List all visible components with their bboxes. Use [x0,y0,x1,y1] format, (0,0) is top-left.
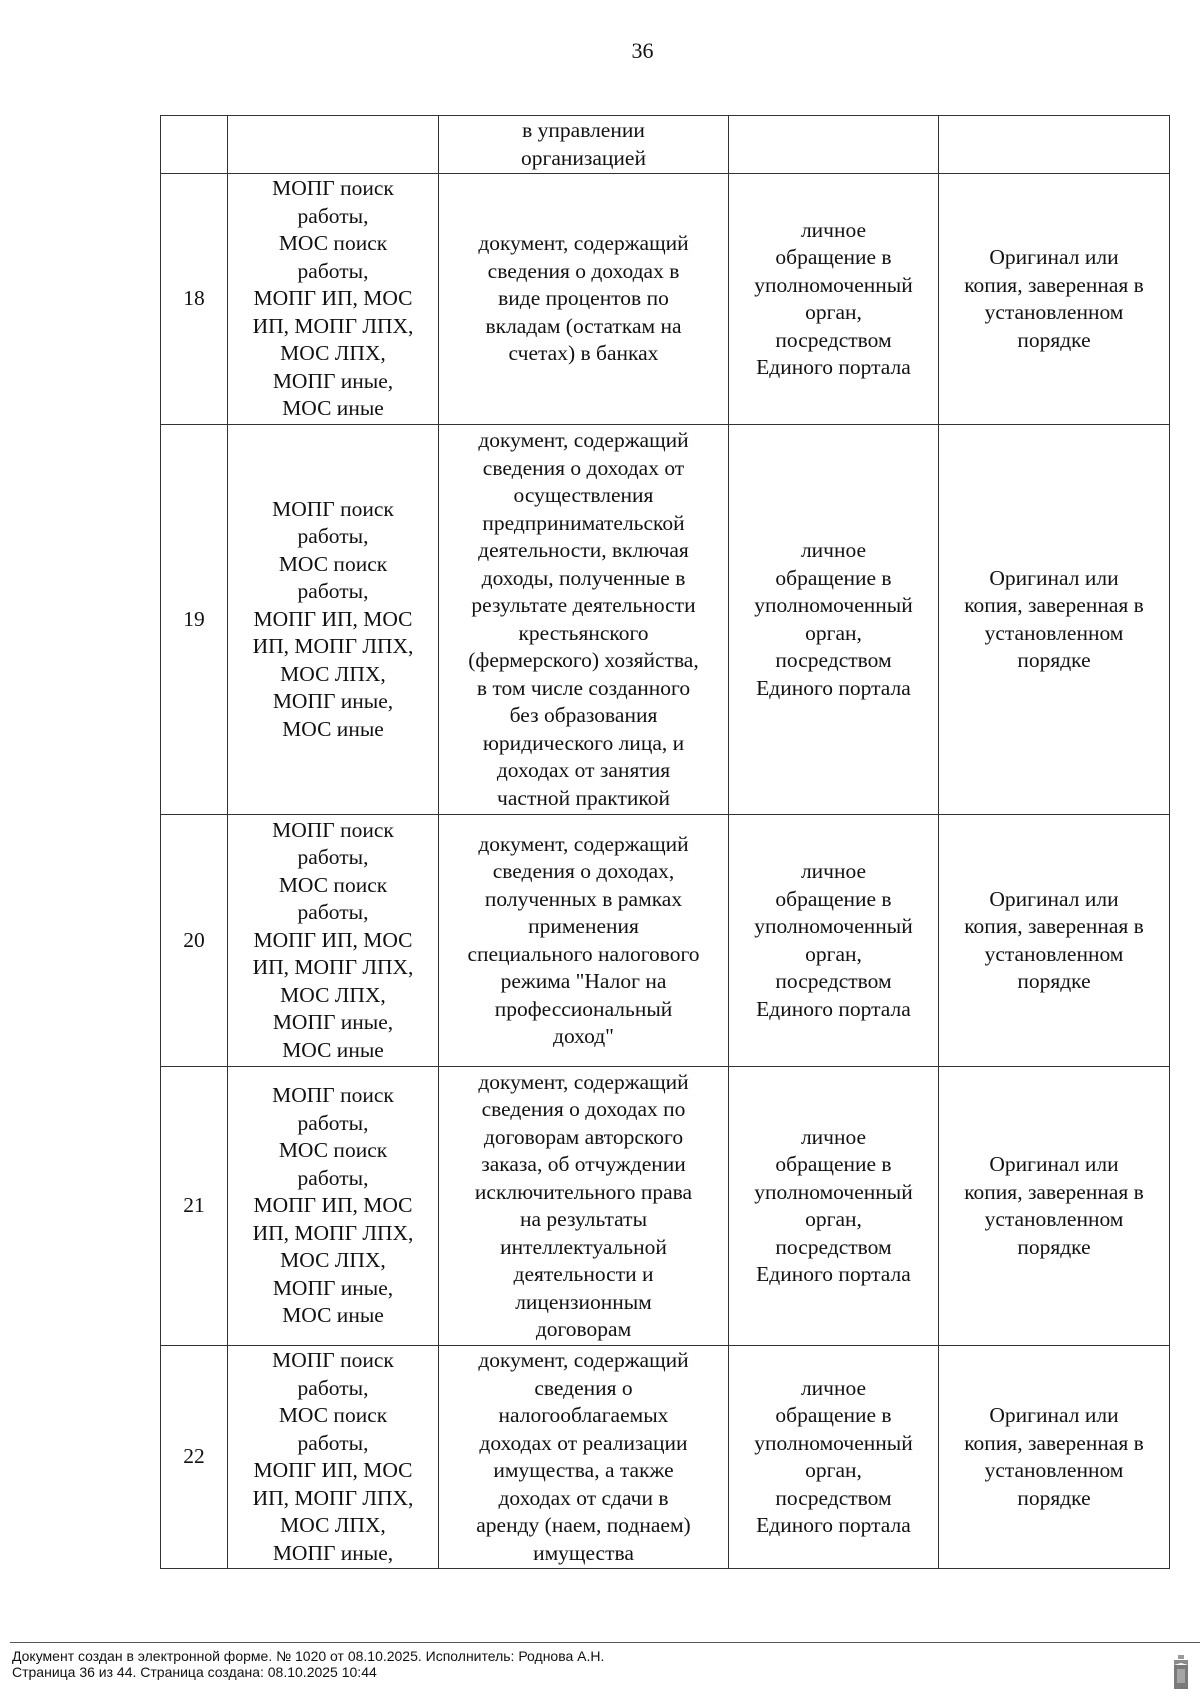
document-footer [12,1648,604,1680]
row-number-cell: 20 [161,815,228,1067]
document-form-cell: Оригинал или копия, заверенная в установленном порядке [939,815,1170,1067]
submission-method-cell: личное обращение в уполномоченный орган, посредством Единого портала [729,1067,939,1346]
row-number-cell: 22 [161,1346,228,1569]
coat-of-arms-icon [1172,1655,1190,1689]
table-row [161,815,1170,1067]
table-row [161,425,1170,815]
category-cell: МОПГ поиск работы, МОС поиск работы, МОПГ ИП, МОС ИП, МОПГ ЛПХ, МОС ЛПХ, МОПГ иные, МОС иные [228,815,439,1067]
page-number: 36 [631,38,654,63]
row-number-cell: 18 [161,174,228,425]
submission-method-cell: личное обращение в уполномоченный орган, посредством Единого портала [729,174,939,425]
document-form-cell: Оригинал или копия, заверенная в установленном порядке [939,174,1170,425]
footer-divider [10,1642,1200,1643]
submission-method-cell: личное обращение в уполномоченный орган, посредством Единого портала [729,425,939,815]
submission-method-cell: личное обращение в уполномоченный орган, посредством Единого портала [729,1346,939,1569]
document-cell: документ, содержащий сведения о доходах, полученных в рамках применения специального налогового режима "Налог на профессиональный доход" [439,815,729,1067]
document-form-cell: Оригинал или копия, заверенная в установленном порядке [939,1346,1170,1569]
category-cell [228,116,439,174]
document-cell: документ, содержащий сведения о доходах по договорам авторского заказа, об отчуждении исключительного права на результаты интеллектуальной деятельности и лицензионным договорам [439,1067,729,1346]
documents-table [160,115,1170,1569]
document-cell: документ, содержащий сведения о доходах в виде процентов по вкладам (остаткам на счетах) в банках [439,174,729,425]
document-cell: документ, содержащий сведения о налогооблагаемых доходах от реализации имущества, а также доходах от сдачи в аренду (наем, поднаем) имущества [439,1346,729,1569]
footer-page-info: Страница 36 из 44. Страница создана: 08.10.2025 10:44 [12,1664,377,1680]
table-row [161,116,1170,174]
row-number-cell: 19 [161,425,228,815]
row-number-cell [161,116,228,174]
submission-method-cell: личное обращение в уполномоченный орган, посредством Единого портала [729,815,939,1067]
document-form-cell: Оригинал или копия, заверенная в установленном порядке [939,425,1170,815]
category-cell: МОПГ поиск работы, МОС поиск работы, МОПГ ИП, МОС ИП, МОПГ ЛПХ, МОС ЛПХ, МОПГ иные, [228,1346,439,1569]
category-cell: МОПГ поиск работы, МОС поиск работы, МОПГ ИП, МОС ИП, МОПГ ЛПХ, МОС ЛПХ, МОПГ иные, МОС иные [228,425,439,815]
document-cell: в управлении организацией [439,116,729,174]
document-cell: документ, содержащий сведения о доходах от осуществления предпринимательской деятельности, включая доходы, полученные в результате деятельности крестьянского (фермерского) хозяйства, в том числе созданного без образования юридического лица, и доходах от занятия частной практикой [439,425,729,815]
submission-method-cell [729,116,939,174]
row-number-cell: 21 [161,1067,228,1346]
category-cell: МОПГ поиск работы, МОС поиск работы, МОПГ ИП, МОС ИП, МОПГ ЛПХ, МОС ЛПХ, МОПГ иные, МОС иные [228,1067,439,1346]
document-form-cell: Оригинал или копия, заверенная в установленном порядке [939,1067,1170,1346]
footer-document-info: Документ создан в электронной форме. № 1020 от 08.10.2025. Исполнитель: Роднова А.Н. [12,1648,605,1664]
table-row [161,174,1170,425]
document-form-cell [939,116,1170,174]
table-row [161,1346,1170,1569]
category-cell: МОПГ поиск работы, МОС поиск работы, МОПГ ИП, МОС ИП, МОПГ ЛПХ, МОС ЛПХ, МОПГ иные, МОС иные [228,174,439,425]
table-row [161,1067,1170,1346]
